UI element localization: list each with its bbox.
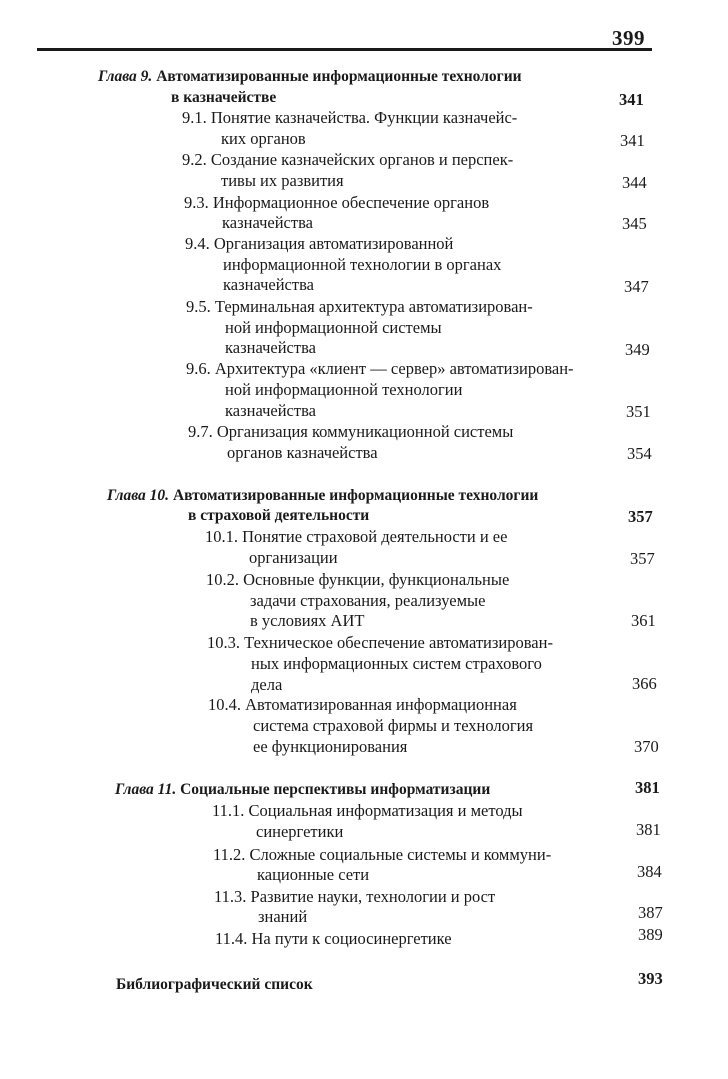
- section-page: 347: [624, 277, 649, 296]
- section-title: На пути к социосинергетике: [251, 929, 452, 948]
- section-title: Автоматизированная информационная: [245, 695, 517, 714]
- section-title-cont: ной информационной системы: [225, 318, 442, 337]
- section-title-cont: ной информационной технологии: [225, 380, 463, 399]
- section-title-cont: казначейства: [223, 275, 314, 294]
- bibliography-heading: Библиографический список: [116, 976, 313, 993]
- section-title: Архитектура «клиент — сервер» автоматизирован-: [214, 359, 574, 378]
- chapter-label: Глава 11.: [115, 781, 177, 798]
- section-title-cont: знаний: [258, 907, 308, 926]
- section-title: Организация коммуникационной системы: [216, 422, 514, 441]
- section-page: 370: [634, 737, 659, 756]
- toc-entry: [208, 695, 517, 715]
- section-number: 11.1.: [212, 801, 245, 820]
- chapter-page: 341: [619, 90, 644, 109]
- page-number: 399: [612, 26, 645, 50]
- toc-entry: [205, 527, 507, 547]
- section-title-cont: ких органов: [221, 129, 306, 148]
- section-title: Развитие науки, технологии и рост: [250, 887, 496, 906]
- section-number: 9.1.: [182, 108, 207, 127]
- section-title-cont: казначейства: [225, 401, 316, 420]
- section-title: Понятие страховой деятельности и ее: [242, 527, 508, 546]
- section-title: Понятие казначейства. Функции казначейс-: [210, 108, 518, 127]
- chapter-heading: [115, 780, 490, 800]
- chapter-label: Глава 9.: [98, 68, 153, 85]
- section-number: 11.2.: [213, 845, 246, 864]
- section-title-cont: казначейства: [225, 338, 316, 357]
- section-title-cont: задачи страхования, реализуемые: [250, 591, 486, 610]
- section-page: 345: [622, 214, 647, 233]
- section-page: 381: [636, 820, 661, 839]
- bibliography-page: 393: [638, 969, 663, 988]
- section-page: 389: [638, 925, 663, 944]
- chapter-title: Автоматизированные информационные технологии: [156, 68, 522, 85]
- section-number: 9.6.: [186, 359, 211, 378]
- toc-entry: [182, 150, 513, 170]
- section-page: 354: [627, 444, 652, 463]
- section-title: Информационное обеспечение органов: [212, 193, 490, 212]
- toc-entry: [207, 633, 553, 653]
- section-number: 11.3.: [214, 887, 247, 906]
- section-title-cont: дела: [251, 675, 283, 694]
- section-title-cont: в условиях АИТ: [250, 611, 365, 630]
- section-page: 344: [622, 173, 647, 192]
- section-page: 351: [626, 402, 651, 421]
- section-page: 341: [620, 131, 645, 150]
- toc-entry: [215, 929, 452, 949]
- section-title-cont: синергетики: [256, 822, 344, 841]
- toc-entry: [186, 297, 533, 317]
- section-number: 10.4.: [208, 695, 241, 714]
- section-title: Основные функции, функциональные: [243, 570, 510, 589]
- section-page: 387: [638, 903, 663, 922]
- toc-entry: [186, 359, 574, 379]
- chapter-page: 357: [628, 507, 653, 526]
- section-title-cont: тивы их развития: [221, 171, 344, 190]
- section-number: 9.4.: [185, 234, 210, 253]
- chapter-title-cont: в казначействе: [171, 89, 277, 106]
- toc-entry: [188, 422, 513, 442]
- header-rule: [37, 48, 652, 51]
- section-page: 349: [625, 340, 650, 359]
- section-number: 9.7.: [188, 422, 213, 441]
- chapter-heading: [98, 67, 522, 87]
- section-title: Техническое обеспечение автоматизирован-: [244, 633, 553, 652]
- section-page: 366: [632, 674, 657, 693]
- toc-entry: [182, 108, 517, 128]
- chapter-heading: [107, 486, 538, 506]
- section-title-cont: органов казначейства: [227, 443, 378, 462]
- toc-entry: [185, 234, 453, 254]
- section-title: Сложные социальные системы и коммуни-: [249, 845, 552, 864]
- section-page: 361: [631, 611, 656, 630]
- section-title-cont: информационной технологии в органах: [223, 255, 502, 274]
- toc-entry: [212, 801, 523, 821]
- section-title-cont: ных информационных систем страхового: [251, 654, 542, 673]
- section-title: Социальная информатизация и методы: [248, 801, 523, 820]
- chapter-title: Автоматизированные информационные технологии: [172, 487, 539, 504]
- toc-entry: [214, 887, 495, 907]
- chapter-title: Социальные перспективы информатизации: [180, 781, 491, 798]
- section-title-cont: система страховой фирмы и технология: [253, 716, 534, 735]
- toc-entry: [184, 193, 489, 213]
- section-number: 9.5.: [186, 297, 211, 316]
- chapter-title-cont: в страховой деятельности: [188, 507, 370, 524]
- section-title: Организация автоматизированной: [213, 234, 454, 253]
- section-number: 9.3.: [184, 193, 209, 212]
- section-title: Создание казначейских органов и перспек-: [210, 150, 514, 169]
- section-title-cont: ее функционирования: [253, 737, 408, 756]
- section-number: 9.2.: [182, 150, 207, 169]
- section-number: 10.1.: [205, 527, 238, 546]
- toc-entry: [206, 570, 509, 590]
- section-title-cont: кационные сети: [257, 865, 370, 884]
- chapter-page: 381: [635, 778, 660, 797]
- section-title-cont: казначейства: [222, 213, 313, 232]
- section-page: 384: [637, 862, 662, 881]
- toc-entry: [213, 845, 551, 865]
- chapter-label: Глава 10.: [107, 487, 170, 504]
- section-number: 10.3.: [207, 633, 240, 652]
- section-title: Терминальная архитектура автоматизирован-: [214, 297, 533, 316]
- section-number: 10.2.: [206, 570, 239, 589]
- section-number: 11.4.: [215, 929, 248, 948]
- section-title-cont: организации: [249, 548, 338, 567]
- section-page: 357: [630, 549, 655, 568]
